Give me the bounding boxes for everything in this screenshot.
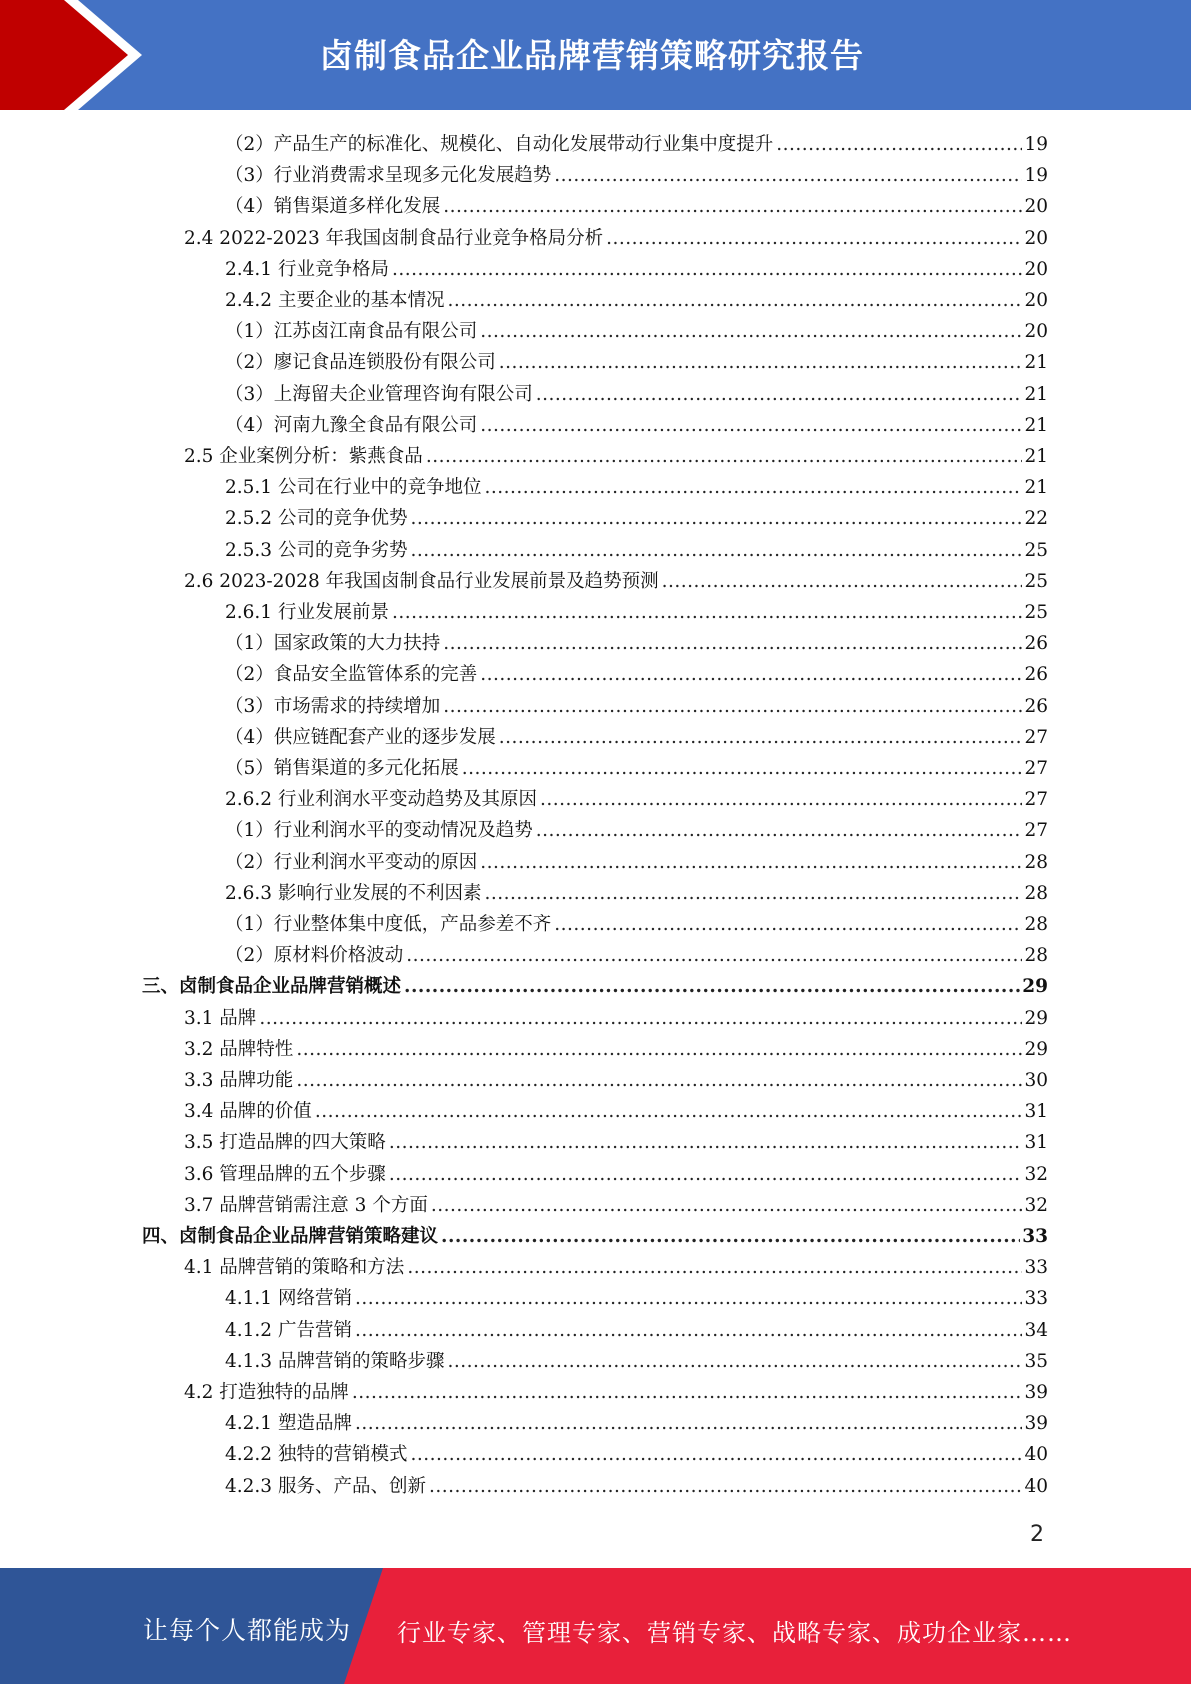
toc-entry[interactable] — [225, 626, 1048, 657]
report-title: 卤制食品企业品牌营销策略研究报告 — [320, 36, 864, 75]
toc-entry[interactable] — [142, 1219, 1048, 1250]
toc-leader-dots — [554, 912, 1022, 938]
toc-entry[interactable] — [225, 907, 1048, 938]
toc-entry-page: 27 — [1024, 758, 1048, 779]
toc-entry-page: 29 — [1024, 1038, 1048, 1060]
toc-entry-page: 39 — [1024, 1382, 1048, 1403]
toc-entry-page: 21 — [1024, 446, 1048, 467]
toc-entry-label: （1）江苏卤江南食品有限公司 — [225, 321, 478, 343]
toc-entry-label: 2.5 企业案例分析：紫燕食品 — [184, 446, 423, 467]
toc-entry-page: 26 — [1024, 633, 1048, 655]
toc-entry-page: 26 — [1024, 664, 1048, 686]
toc-entry-label: 4.2 打造独特的品牌 — [184, 1382, 349, 1403]
toc-entry-page: 25 — [1024, 570, 1048, 592]
toc-entry-label: 4.1.1 网络营销 — [225, 1288, 352, 1310]
toc-leader-dots — [443, 694, 1022, 720]
toc-leader-dots — [447, 288, 1022, 314]
toc-entry-page: 28 — [1024, 945, 1048, 967]
toc-entry[interactable] — [184, 1094, 1048, 1125]
toc-leader-dots — [480, 413, 1022, 439]
toc-entry-page: 27 — [1024, 789, 1048, 811]
toc-entry[interactable] — [225, 720, 1048, 751]
toc-entry-page: 31 — [1024, 1132, 1048, 1154]
toc-entry-label: 2.5.3 公司的竞争劣势 — [225, 539, 408, 561]
toc-entry-label: 3.1 品牌 — [184, 1007, 257, 1029]
toc-entry-page: 28 — [1024, 851, 1048, 873]
toc-leader-dots — [389, 1162, 1023, 1188]
toc-entry-label: （3）行业消费需求呈现多元化发展趋势 — [225, 165, 552, 187]
toc-entry-label: 3.5 打造品牌的四大策略 — [184, 1132, 386, 1154]
toc-leader-dots — [426, 444, 1023, 470]
toc-entry-label: 4.1.2 广告营销 — [225, 1319, 352, 1341]
toc-entry-page: 26 — [1024, 695, 1048, 717]
toc-entry[interactable] — [184, 1157, 1048, 1188]
toc-entry[interactable] — [184, 1063, 1048, 1094]
toc-entry-label: 四、卤制食品企业品牌营销策略建议 — [142, 1226, 439, 1247]
toc-entry-page: 19 — [1024, 134, 1048, 155]
toc-leader-dots — [355, 1411, 1023, 1437]
toc-leader-dots — [536, 382, 1023, 408]
toc-entry-label: 2.4.2 主要企业的基本情况 — [225, 290, 445, 311]
toc-leader-dots — [355, 1318, 1023, 1344]
toc-leader-dots — [431, 1193, 1023, 1219]
footer-slogan-left: 让每个人都能成为 — [143, 1616, 352, 1645]
toc-entry-page: 31 — [1024, 1101, 1048, 1123]
toc-entry-page: 27 — [1024, 820, 1048, 842]
toc-entry-label: 2.5.1 公司在行业中的竞争地位 — [225, 477, 482, 499]
toc-entry-label: 3.7 品牌营销需注意 3 个方面 — [184, 1194, 428, 1216]
toc-entry-page: 29 — [1024, 1007, 1048, 1029]
toc-entry[interactable] — [225, 1406, 1048, 1437]
header-arrow-decoration — [0, 0, 150, 110]
toc-entry-page: 30 — [1024, 1070, 1048, 1091]
toc-entry[interactable] — [184, 1188, 1048, 1219]
page-header — [0, 0, 1191, 110]
footer-slogan-right: 行业专家、管理专家、营销专家、战略专家、成功企业家…… — [397, 1619, 1072, 1647]
toc-leader-dots — [389, 1130, 1023, 1156]
toc-entry-label: 2.6 2023-2028 年我国卤制食品行业发展前景及趋势预测 — [184, 570, 659, 592]
toc-leader-dots — [499, 350, 1023, 376]
toc-entry-page: 40 — [1024, 1444, 1048, 1466]
toc-entry-label: （4）河南九豫全食品有限公司 — [225, 414, 478, 436]
toc-leader-dots — [536, 818, 1023, 844]
toc-entry-label: 2.4.1 行业竞争格局 — [225, 258, 389, 280]
toc-entry[interactable] — [142, 969, 1048, 1000]
toc-entry[interactable] — [184, 1250, 1048, 1281]
toc-entry-page: 20 — [1024, 290, 1048, 311]
toc-entry-label: （1）行业利润水平的变动情况及趋势 — [225, 820, 533, 842]
toc-entry-page: 20 — [1024, 321, 1048, 343]
toc-entry-label: 4.2.1 塑造品牌 — [225, 1413, 352, 1435]
toc-entry-label: 4.1 品牌营销的策略和方法 — [184, 1257, 405, 1279]
toc-entry-page: 33 — [1022, 1226, 1048, 1247]
toc-entry-page: 39 — [1024, 1413, 1048, 1435]
toc-entry-page: 21 — [1024, 352, 1048, 374]
toc-entry[interactable] — [225, 127, 1048, 158]
toc-leader-dots — [443, 631, 1022, 657]
toc-entry-page: 21 — [1024, 477, 1048, 499]
toc-entry-page: 32 — [1024, 1163, 1048, 1185]
toc-leader-dots — [410, 506, 1022, 532]
toc-leader-dots — [484, 881, 1022, 907]
toc-entry[interactable] — [184, 1375, 1048, 1406]
toc-leader-dots — [355, 1286, 1023, 1312]
toc-entry[interactable] — [225, 595, 1048, 626]
toc-entry-label: 三、卤制食品企业品牌营销概述 — [142, 976, 402, 998]
toc-entry[interactable] — [225, 845, 1048, 876]
toc-entry-label: 3.4 品牌的价值 — [184, 1101, 312, 1123]
toc-entry-label: 2.4 2022-2023 年我国卤制食品行业竞争格局分析 — [184, 227, 604, 249]
toc-leader-dots — [499, 725, 1023, 751]
toc-entry[interactable] — [225, 876, 1048, 907]
toc-entry[interactable] — [225, 1469, 1048, 1500]
toc-entry-page: 21 — [1024, 383, 1048, 405]
toc-leader-dots — [259, 1006, 1022, 1032]
toc-entry-page: 32 — [1024, 1194, 1048, 1216]
toc-leader-dots — [315, 1099, 1023, 1125]
toc-entry[interactable] — [184, 1032, 1048, 1063]
toc-leader-dots — [480, 850, 1022, 876]
toc-leader-dots — [429, 1474, 1022, 1500]
toc-entry[interactable] — [225, 533, 1048, 564]
toc-entry[interactable] — [225, 283, 1048, 314]
toc-entry-page: 33 — [1024, 1257, 1048, 1279]
toc-entry-page: 25 — [1024, 602, 1048, 623]
toc-entry-label: （3）市场需求的持续增加 — [225, 695, 441, 717]
toc-entry[interactable] — [225, 189, 1048, 220]
toc-entry-label: （2）廖记食品连锁股份有限公司 — [225, 352, 496, 374]
toc-entry[interactable] — [184, 564, 1048, 595]
toc-entry-label: （2）产品生产的标准化、规模化、自动化发展带动行业集中度提升 — [225, 134, 774, 155]
toc-entry[interactable] — [184, 1001, 1048, 1032]
toc-leader-dots — [296, 1037, 1022, 1063]
toc-entry[interactable] — [225, 377, 1048, 408]
toc-entry[interactable] — [225, 938, 1048, 969]
toc-entry-page: 25 — [1024, 539, 1048, 561]
toc-entry[interactable] — [225, 782, 1048, 813]
toc-entry-page: 20 — [1024, 196, 1048, 218]
toc-entry-page: 34 — [1024, 1319, 1048, 1341]
toc-entry-label: 3.2 品牌特性 — [184, 1038, 294, 1060]
toc-entry[interactable] — [184, 1125, 1048, 1156]
toc-leader-dots — [441, 1224, 1020, 1250]
toc-leader-dots — [410, 1442, 1022, 1468]
toc-entry-page: 20 — [1024, 258, 1048, 280]
toc-entry-label: （2）行业利润水平变动的原因 — [225, 851, 478, 873]
toc-leader-dots — [296, 1068, 1022, 1094]
toc-entry-label: 4.2.2 独特的营销模式 — [225, 1444, 408, 1466]
toc-leader-dots — [447, 1349, 1022, 1375]
toc-entry-label: 2.6.1 行业发展前景 — [225, 602, 389, 623]
page-footer — [0, 1568, 1191, 1684]
toc-entry[interactable] — [225, 252, 1048, 283]
toc-leader-dots — [407, 1255, 1022, 1281]
toc-entry[interactable] — [184, 439, 1048, 470]
toc-entry-label: 3.6 管理品牌的五个步骤 — [184, 1163, 386, 1185]
toc-entry-page: 22 — [1024, 508, 1048, 530]
toc-leader-dots — [406, 943, 1022, 969]
toc-leader-dots — [462, 756, 1023, 782]
toc-entry[interactable] — [225, 1344, 1048, 1375]
toc-entry[interactable] — [225, 158, 1048, 189]
toc-entry-label: （2）食品安全监管体系的完善 — [225, 664, 478, 686]
toc-entry[interactable] — [225, 1437, 1048, 1468]
toc-leader-dots — [776, 132, 1022, 158]
toc-entry-page: 35 — [1024, 1350, 1048, 1372]
toc-leader-dots — [480, 662, 1022, 688]
toc-entry-page: 19 — [1024, 165, 1048, 187]
toc-entry[interactable] — [225, 751, 1048, 782]
toc-entry[interactable] — [225, 1281, 1048, 1312]
toc-entry-label: 4.1.3 品牌营销的策略步骤 — [225, 1350, 445, 1372]
toc-entry[interactable] — [184, 221, 1048, 252]
toc-entry-label: （1）国家政策的大力扶持 — [225, 633, 441, 655]
toc-entry[interactable] — [225, 345, 1048, 376]
toc-entry[interactable] — [225, 657, 1048, 688]
toc-entry[interactable] — [225, 813, 1048, 844]
toc-entry-label: 2.6.3 影响行业发展的不利因素 — [225, 882, 482, 904]
toc-entry-label: 2.6.2 行业利润水平变动趋势及其原因 — [225, 789, 537, 811]
toc-entry-page: 33 — [1024, 1288, 1048, 1310]
page-number: 2 — [1030, 1522, 1044, 1547]
toc-leader-dots — [554, 163, 1022, 189]
toc-entry-label: （4）供应链配套产业的逐步发展 — [225, 726, 496, 748]
toc-entry-label: （4）销售渠道多样化发展 — [225, 196, 441, 218]
toc-entry[interactable] — [225, 470, 1048, 501]
toc-leader-dots — [352, 1380, 1023, 1406]
toc-entry-page: 20 — [1024, 227, 1048, 249]
toc-leader-dots — [443, 194, 1022, 220]
toc-entry-page: 29 — [1022, 976, 1048, 998]
toc-entry-label: （3）上海留夫企业管理咨询有限公司 — [225, 383, 533, 405]
toc-leader-dots — [392, 600, 1022, 626]
toc-leader-dots — [662, 569, 1023, 595]
toc-entry[interactable] — [225, 689, 1048, 720]
toc-entry-page: 40 — [1024, 1475, 1048, 1497]
toc-entry[interactable] — [225, 1313, 1048, 1344]
toc-leader-dots — [404, 974, 1020, 1000]
toc-entry[interactable] — [225, 408, 1048, 439]
toc-entry[interactable] — [225, 314, 1048, 345]
toc-leader-dots — [410, 538, 1022, 564]
toc-entry-label: 4.2.3 服务、产品、创新 — [225, 1475, 426, 1497]
toc-entry-label: 3.3 品牌功能 — [184, 1070, 294, 1091]
toc-entry-page: 28 — [1024, 882, 1048, 904]
toc-leader-dots — [392, 257, 1022, 283]
toc-leader-dots — [484, 475, 1022, 501]
toc-entry-label: （2）原材料价格波动 — [225, 945, 404, 967]
toc-entry-page: 21 — [1024, 414, 1048, 436]
toc-entry[interactable] — [225, 501, 1048, 532]
toc-leader-dots — [606, 226, 1022, 252]
toc-leader-dots — [480, 319, 1022, 345]
toc-entry-page: 28 — [1024, 914, 1048, 935]
toc-leader-dots — [540, 787, 1022, 813]
toc-entry-label: （1）行业整体集中度低，产品参差不齐 — [225, 914, 552, 935]
toc-entry-label: 2.5.2 公司的竞争优势 — [225, 508, 408, 530]
toc-entry-label: （5）销售渠道的多元化拓展 — [225, 758, 459, 779]
toc-entry-page: 27 — [1024, 726, 1048, 748]
